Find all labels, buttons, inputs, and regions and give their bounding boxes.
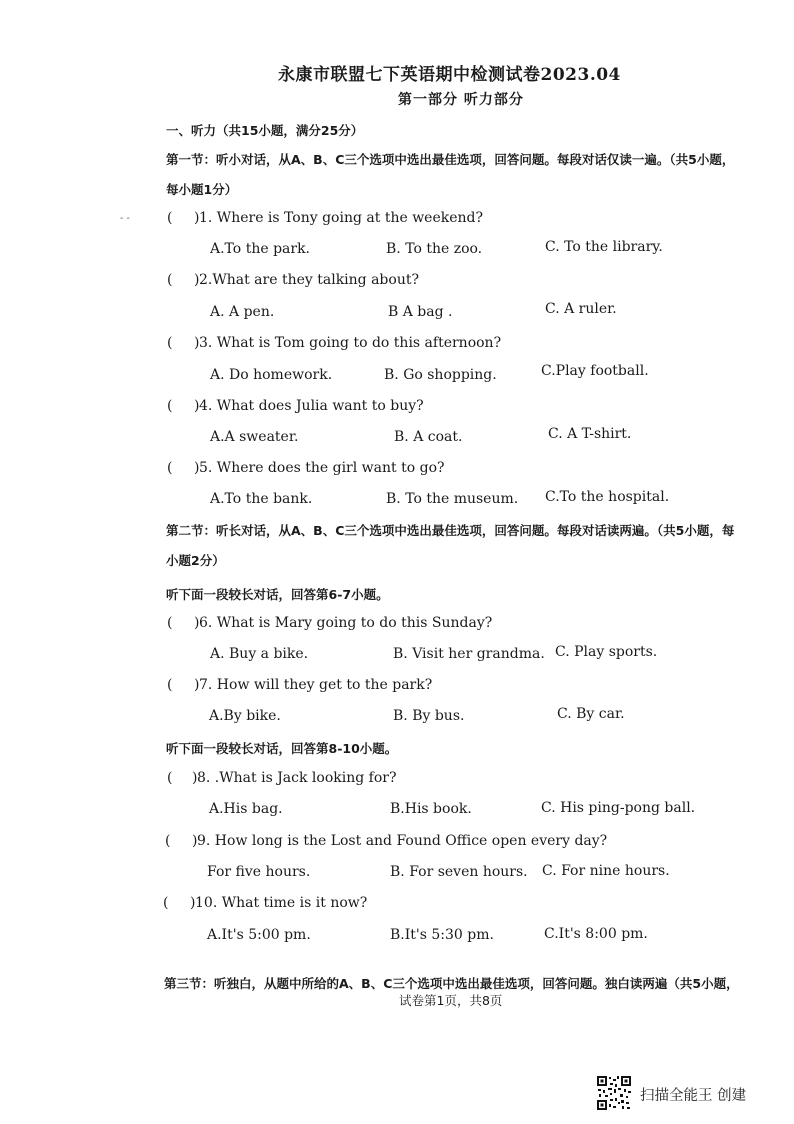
page-footer: 试卷第1页，共8页 [399,993,503,1008]
answer-blank-open: ( [167,210,173,226]
option-c: C. Play sports. [555,644,658,660]
option-a: A.His bag. [209,801,283,817]
question-stem: 6. What is Mary going to do this Sunday? [199,615,493,631]
dialogue-note-6-7: 听下面一段较长对话，回答第6-7小题。 [166,587,389,602]
question-stem: 3. What is Tom going to do this afternoon? [199,335,502,351]
answer-blank-open: ( [163,895,169,911]
answer-blank-open: ( [167,615,173,631]
option-b: B. A coat. [394,429,463,445]
question-stem: 2.What are they talking about? [199,272,419,288]
option-a: A.It's 5:00 pm. [207,927,311,943]
option-c: C. A ruler. [545,301,617,317]
answer-blank-close: ) [194,272,200,288]
answer-blank-close: ) [192,833,198,849]
option-c: C. For nine hours. [542,863,670,879]
part-title: 第一部分 听力部分 [398,92,524,108]
answer-blank-close: ) [194,615,200,631]
answer-blank-open: ( [167,770,173,786]
option-a: For five hours. [207,864,311,880]
option-c: C. His ping-pong ball. [541,800,696,816]
section1-instruction-line1: 第一节：听小对话，从A、B、C三个选项中选出最佳选项，回答问题。每段对话仅读一遍。（共5小题， [166,152,735,167]
option-b: B. By bus. [393,708,465,724]
question-stem: 1. Where is Tony going at the weekend? [199,210,483,226]
option-b: B.His book. [390,801,472,817]
question-stem: 8. .What is Jack looking for? [197,770,397,786]
answer-blank-close: ) [194,210,200,226]
option-c: C.Play football. [541,363,649,379]
option-a: A.By bike. [209,708,281,724]
option-b: B. Go shopping. [384,367,497,383]
answer-blank-open: ( [167,677,173,693]
answer-blank-open: ( [167,460,173,476]
option-b: B A bag . [388,304,453,320]
option-b: B. To the zoo. [386,241,483,257]
watermark-text: 扫描全能王 创建 [640,1088,747,1104]
exam-title: 永康市联盟七下英语期中检测试卷2023.04 [278,65,621,85]
option-a: A.A sweater. [210,429,299,445]
option-a: A. Buy a bike. [210,646,309,662]
section1-instruction-line2: 每小题1分） [166,182,238,197]
question-stem: 5. Where does the girl want to go? [199,460,445,476]
section2-instruction-line2: 小题2分） [166,553,225,568]
option-a: A.To the park. [210,241,311,257]
listening-header: 一、听力（共15小题，满分25分） [166,123,364,138]
section2-instruction-line1: 第二节：听长对话，从A、B、C三个选项中选出最佳选项，回答问题。每段对话读两遍。（共5小题，每 [166,523,735,538]
answer-blank-close: ) [194,677,200,693]
question-stem: 7. How will they get to the park? [199,677,433,693]
qr-code-icon [596,1075,632,1111]
answer-blank-open: ( [167,272,173,288]
option-b: B. Visit her grandma. [393,646,545,662]
question-stem: 9. How long is the Lost and Found Office open every day? [197,833,608,849]
answer-blank-open: ( [165,833,171,849]
option-c: C. By car. [557,706,625,722]
option-b: B.It's 5:30 pm. [390,927,494,943]
question-stem: 4. What does Julia want to buy? [199,398,424,414]
answer-blank-close: ) [194,398,200,414]
option-b: B. To the museum. [386,491,519,507]
answer-blank-open: ( [167,398,173,414]
option-c: C. A T-shirt. [548,426,632,442]
answer-blank-close: ) [194,460,200,476]
question-stem: 10. What time is it now? [195,895,368,911]
answer-blank-open: ( [167,335,173,351]
dialogue-note-8-10: 听下面一段较长对话，回答第8-10小题。 [166,741,398,756]
option-b: B. For seven hours. [390,864,528,880]
option-a: A. A pen. [210,304,275,320]
margin-dash-mark: - - [120,213,130,224]
answer-blank-close: ) [192,770,198,786]
section3-instruction: 第三节：听独白，从题中所给的A、B、C三个选项中选出最佳选项，回答问题。独白读两遍（共5小题， [164,976,739,991]
option-a: A. Do homework. [210,367,333,383]
answer-blank-close: ) [190,895,196,911]
answer-blank-close: ) [194,335,200,351]
option-c: C.To the hospital. [545,489,670,505]
option-c: C. To the library. [545,239,663,255]
option-c: C.It's 8:00 pm. [544,926,648,942]
option-a: A.To the bank. [210,491,313,507]
